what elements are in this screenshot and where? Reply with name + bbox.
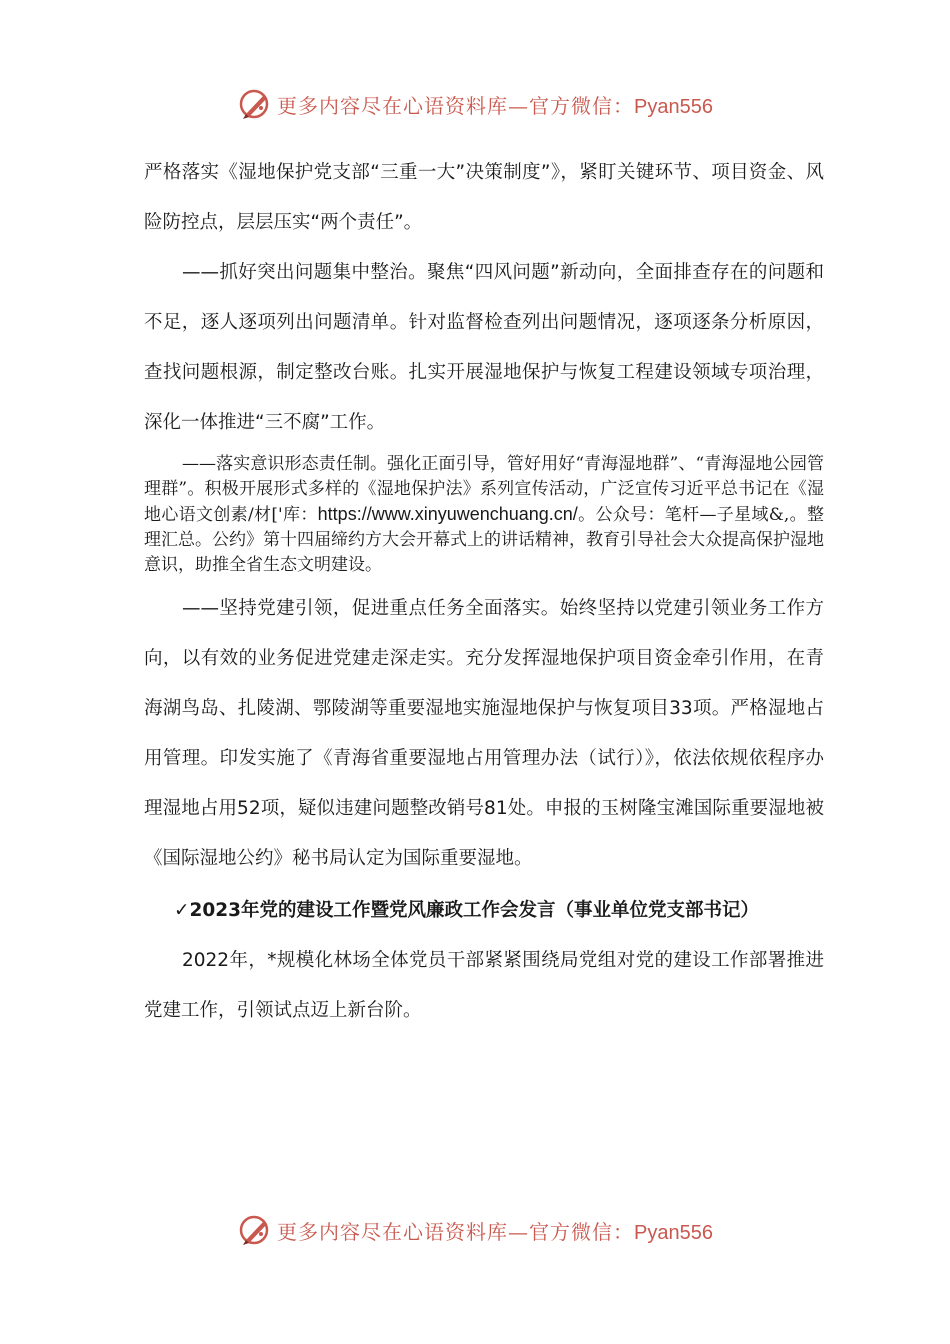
- paragraph-responsibility: 严格落实《湿地保护党支部“三重一大”决策制度”》，紧盯关键环节、项目资金、风险防控点，层层压实“两个责任”。: [144, 162, 824, 233]
- pen-logo-icon: [237, 86, 273, 122]
- watermark-url-link[interactable]: https://www.xinyuwenchuang.cn/: [317, 504, 578, 524]
- banner-prefix: 更多内容尽在心语资料库—官方微信：: [277, 93, 635, 118]
- banner-wechat-id: Pyan556: [634, 95, 713, 118]
- banner-wechat-id: Pyan556: [634, 1221, 713, 1244]
- document-body: [144, 148, 824, 1036]
- pen-logo-icon: [237, 1212, 273, 1248]
- banner-text: [277, 90, 713, 119]
- ideology-text-end: 。公众号：笔杆—子星域&,。整理汇总。公约》第十四届缔约方大会开幕式上的讲话精神，教育引导社会大众提高保护湿地意识，助推全省生态文明建设。: [144, 505, 824, 575]
- banner-prefix: 更多内容尽在心语资料库—官方微信：: [277, 1219, 635, 1244]
- ideology-text-start: ——落实意识形态责任制。强化正面引导，管好用好“青海湿地群”、“青海湿地公园管理群”。积极开展形式多样的《湿地保护法》系列宣传活动，广泛宣传习近平总书记在《湿地心语文创素/材['库：: [144, 454, 824, 525]
- header-watermark-banner: [0, 82, 950, 126]
- paragraph-ideology-responsibility: [144, 452, 824, 578]
- paragraph-2022-summary: 2022年，*规模化林场全体党员干部紧紧围绕局党组对党的建设工作部署推进党建工作，引领试点迈上新台阶。: [144, 950, 824, 1021]
- footer-watermark-banner: [0, 1208, 950, 1252]
- section-heading: ✓2023年党的建设工作暨党风廉政工作会发言（事业单位党支部书记）: [174, 900, 759, 921]
- paragraph-problem-rectification: ——抓好突出问题集中整治。聚焦“四风问题”新动向，全面排查存在的问题和不足，逐人逐项列出问题清单。针对监督检查列出问题情况，逐项逐条分析原因，查找问题根源，制定整改台账。扎实开展湿地保护与恢复工程建设领域专项治理，深化一体推进“三不腐”工作。: [144, 262, 824, 433]
- paragraph-party-leadership: ——坚持党建引领，促进重点任务全面落实。始终坚持以党建引领业务工作方向，以有效的业务促进党建走深走实。充分发挥湿地保护项目资金牵引作用，在青海湖鸟岛、扎陵湖、鄂陵湖等重要湿地实施湿地保护与恢复项目33项。严格湿地占用管理。印发实施了《青海省重要湿地占用管理办法（试行）》，依法依规依程序办理湿地占用52项，疑似违建问题整改销号81处。申报的玉树隆宝滩国际重要湿地被《国际湿地公约》秘书局认定为国际重要湿地。: [144, 598, 824, 869]
- banner-text: [277, 1216, 713, 1245]
